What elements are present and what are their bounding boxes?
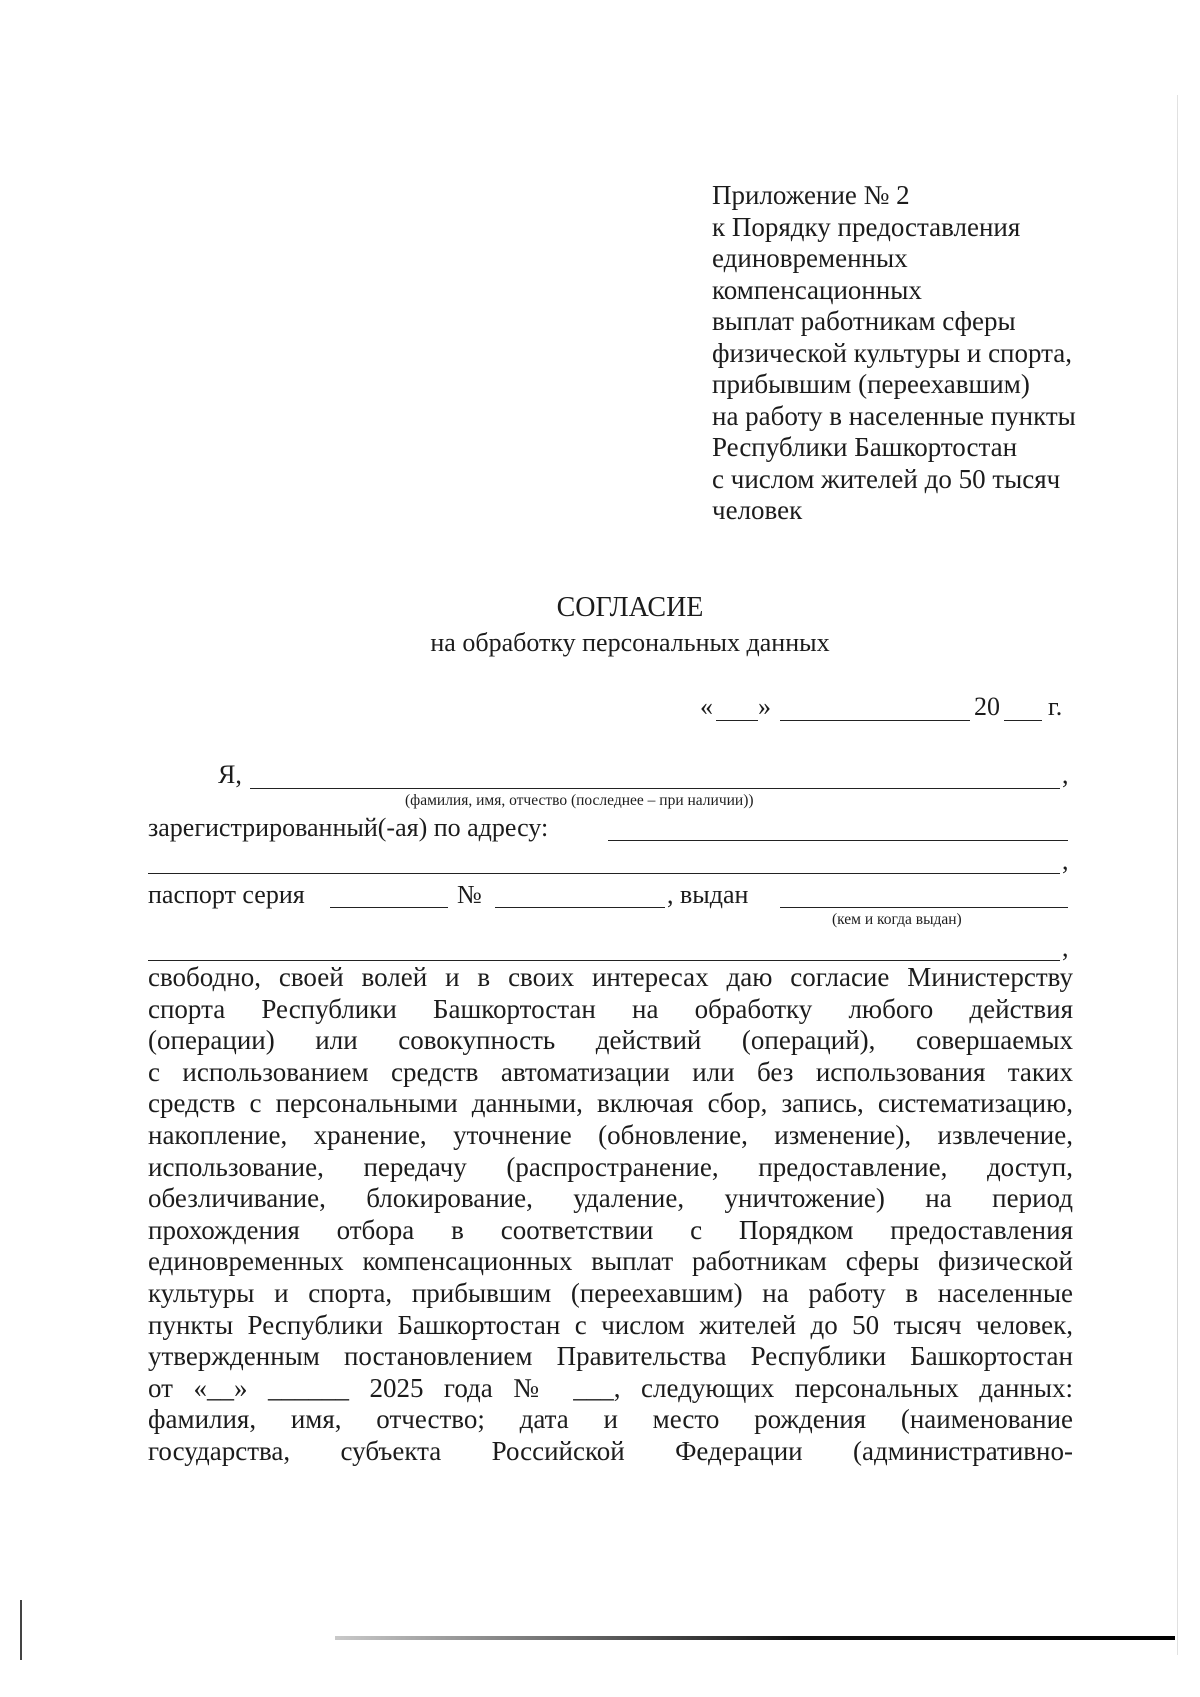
body-line: фамилия, имя, отчество; дата и место рождения (наименование <box>148 1404 1073 1435</box>
i-label: Я, <box>218 760 242 789</box>
body-line: единовременных компенсационных выплат работникам сферы физической <box>148 1246 1073 1277</box>
body-line: с использованием средств автоматизации или без использования таких <box>148 1056 1073 1087</box>
comma: , <box>1062 760 1069 789</box>
passport-series-field[interactable] <box>330 907 448 908</box>
body-line: прохождения отбора в соответствии с Порядком предоставления <box>148 1214 1073 1245</box>
body-line: использование, передачу (распространение, предоставление, доступ, <box>148 1151 1073 1182</box>
appendix-line: Приложение № 2 <box>712 180 910 210</box>
body-line: культуры и спорта, прибывшим (переехавшим) на работу в населенные <box>148 1277 1073 1308</box>
address-field[interactable] <box>608 840 1068 841</box>
appendix-line: физической культуры и спорта, <box>712 337 1073 368</box>
appendix-line: человек <box>712 495 803 525</box>
scan-edge-left <box>20 1600 22 1660</box>
consent-body <box>148 962 1073 1468</box>
comma: , <box>1062 846 1069 875</box>
year-field[interactable] <box>1004 720 1042 721</box>
body-line: средств с персональными данными, включая сбор, запись, систематизацию, <box>148 1088 1073 1119</box>
document-subtitle: на обработку персональных данных <box>430 628 830 657</box>
appendix-line: к Порядку предоставления <box>712 211 1021 242</box>
body-line: от «__» ______ 2025 года № ___, следующих персональных данных: <box>148 1372 1073 1403</box>
fio-field[interactable] <box>250 788 1060 789</box>
body-line: (операции) или совокупность действий (операций), совершаемых <box>148 1025 1073 1056</box>
body-line: пункты Республики Башкортостан с числом жителей до 50 тысяч человек, <box>148 1309 1073 1340</box>
appendix-line: Республики Башкортостан <box>712 432 1018 462</box>
issued-by-field[interactable] <box>780 907 1068 908</box>
appendix-line: выплат работникам сферы <box>712 306 1016 336</box>
body-line: накопление, хранение, уточнение (обновление, изменение), извлечение, <box>148 1119 1073 1150</box>
issued-hint: (кем и когда выдан) <box>832 911 962 928</box>
date-open-quote: « <box>700 692 713 721</box>
body-line: утвержденным постановлением Правительства Республики Башкортостан <box>148 1341 1073 1372</box>
address-label: зарегистрированный(-ая) по адресу: <box>148 813 549 842</box>
issued-by-field-continued[interactable] <box>148 960 1060 961</box>
month-field[interactable] <box>780 720 970 721</box>
appendix-line: прибывшим (переехавшим) <box>712 369 1030 399</box>
passport-number-field[interactable] <box>495 907 665 908</box>
body-line: свободно, своей волей и в своих интересах даю согласие Министерству <box>148 962 1073 992</box>
appendix-line: единовременных <box>712 243 908 273</box>
address-field-continued[interactable] <box>148 873 1060 874</box>
year-suffix: г. <box>1048 692 1063 721</box>
year-prefix: 20 <box>974 692 1000 721</box>
fio-hint: (фамилия, имя, отчество (последнее – при наличии)) <box>405 792 754 809</box>
day-field[interactable] <box>716 720 758 721</box>
body-line: обезличивание, блокирование, удаление, уничтожение) на период <box>148 1183 1073 1214</box>
appendix-line: с числом жителей до 50 тысяч <box>712 463 1061 494</box>
scan-edge-right <box>1177 95 1178 1655</box>
appendix-line: компенсационных <box>712 274 922 305</box>
body-line: государства, субъекта Российской Федерации (административно- <box>148 1435 1073 1466</box>
issued-label: , выдан <box>667 880 749 909</box>
date-close-quote: » <box>758 692 771 721</box>
body-line: спорта Республики Башкортостан на обработку любого действия <box>148 993 1073 1024</box>
comma: , <box>1062 933 1069 962</box>
scan-edge-bottom <box>335 1636 1175 1640</box>
appendix-line: на работу в населенные пункты <box>712 400 1076 431</box>
appendix-header <box>712 180 1132 527</box>
passport-number-label: № <box>457 880 482 909</box>
passport-series-label: паспорт серия <box>148 880 305 909</box>
document-title: СОГЛАСИЕ <box>556 592 704 623</box>
